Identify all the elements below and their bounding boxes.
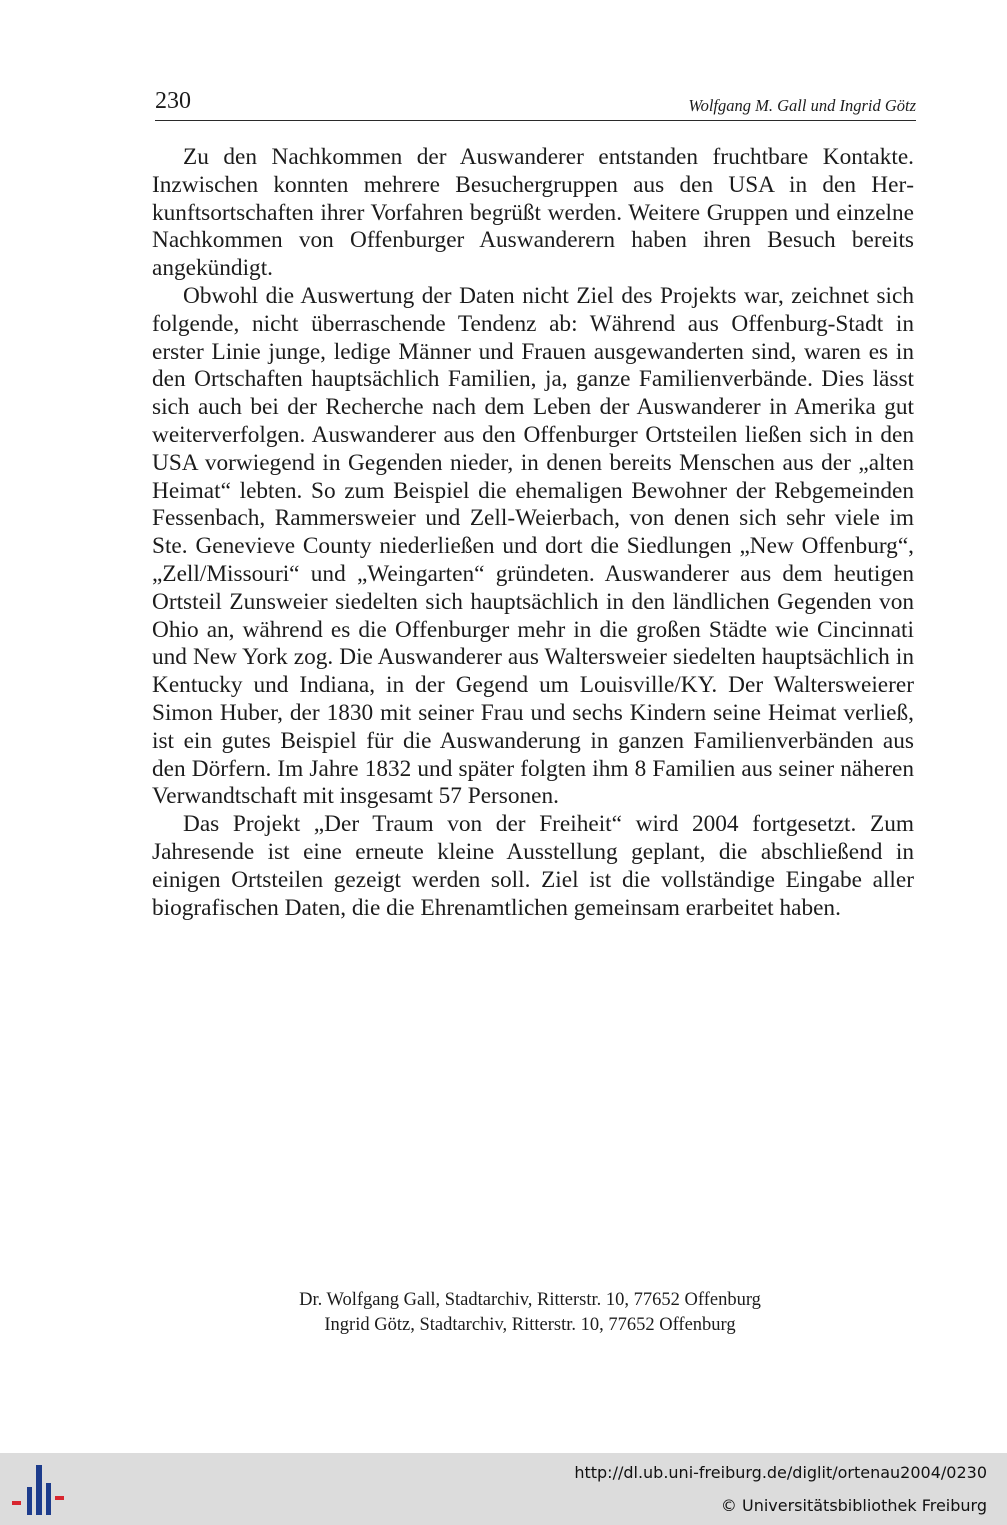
address-line: Dr. Wolfgang Gall, Stadtarchiv, Ritterstr. 10, 77652 Offenburg <box>299 1290 761 1310</box>
paragraph: Zu den Nachkommen der Auswanderer entstanden fruchtbare Kontakte. Inzwischen konnten mehrere Besuchergruppen aus den USA in den Herkunftsortschaften ihrer Vorfahren begrüßt werden. Weitere Gruppen und einzelne Nachkommen von Offenburger Auswanderern haben ihren Besuch bereits angekündigt. <box>152 144 914 282</box>
ub-freiburg-logo-icon <box>10 1463 66 1517</box>
author-addresses <box>230 1288 830 1338</box>
running-title: Wolfgang M. Gall und Ingrid Götz <box>688 96 916 115</box>
logo-dash <box>12 1501 21 1505</box>
logo-bar <box>46 1483 51 1515</box>
paragraph: Obwohl die Auswertung der Daten nicht Ziel des Projekts war, zeichnet sich folgende, nicht überraschende Tendenz ab: Während aus Offenburg-Stadt in erster Linie junge, ledige Männer und Frauen ausgewanderten sind, waren es in den Ortschaften hauptsächlich Familien, ja, ganze Familienverbände. Dies lässt sich auch bei der Recherche nach dem Leben der Auswanderer in Amerika gut weiterverfolgen. Auswanderer aus den Offenburger Ortsteilen ließen sich in den USA vorwiegend in Gegenden nieder, in denen bereits Menschen aus der „alten Heimat“ lebten. So zum Beispiel die ehemaligen Bewohner der Rebgemeinden Fessenbach, Rammersweier und Zell-Weierbach, von denen sich sehr viele im Ste. Genevieve County niederließen und dort die Siedlungen „New Offenburg“, „Zell/Missouri“ und „Weingarten“ gründeten. Auswanderer aus dem heutigen Ortsteil Zunsweier siedelten sich hauptsächlich in den ländlichen Gegenden von Ohio an, während es die Offenburger mehr in die großen Städte wie Cincinnati und New York zog. Die Auswanderer aus Waltersweier siedelten hauptsächlich in Kentucky und Indiana, in der Gegend um Louisville/KY. Der Waltersweierer Simon Huber, der 1830 mit seiner Frau und sechs Kindern seine Heimat verließ, ist ein gutes Beispiel für die Auswanderung in ganzen Familienverbänden aus den Dörfern. Im Jahre 1832 und später folgten ihm 8 Familien aus seiner näheren Verwandtschaft mit insgesamt 57 Personen. <box>152 282 914 810</box>
page-header <box>155 86 916 121</box>
source-url-link[interactable]: http://dl.ub.uni-freiburg.de/diglit/ortenau2004/0230 <box>574 1463 987 1482</box>
address-line: Ingrid Götz, Stadtarchiv, Ritterstr. 10, 77652 Offenburg <box>324 1315 736 1335</box>
footer-band <box>0 1453 1007 1525</box>
page-number: 230 <box>155 88 191 114</box>
logo-bar <box>27 1487 32 1515</box>
body-text <box>152 144 914 922</box>
copyright-notice: © Universitätsbibliothek Freiburg <box>720 1496 987 1515</box>
logo-dash <box>55 1496 64 1500</box>
paragraph: Das Projekt „Der Traum von der Freiheit“ wird 2004 fortgesetzt. Zum Jahresende ist eine erneute kleine Ausstellung geplant, die abschließend in einigen Ortsteilen gezeigt werden soll. Ziel ist die vollständige Eingabe aller biografischen Daten, die die Ehrenamtlichen gemeinsam erarbeitet haben. <box>152 811 914 921</box>
logo-bar <box>36 1465 42 1515</box>
